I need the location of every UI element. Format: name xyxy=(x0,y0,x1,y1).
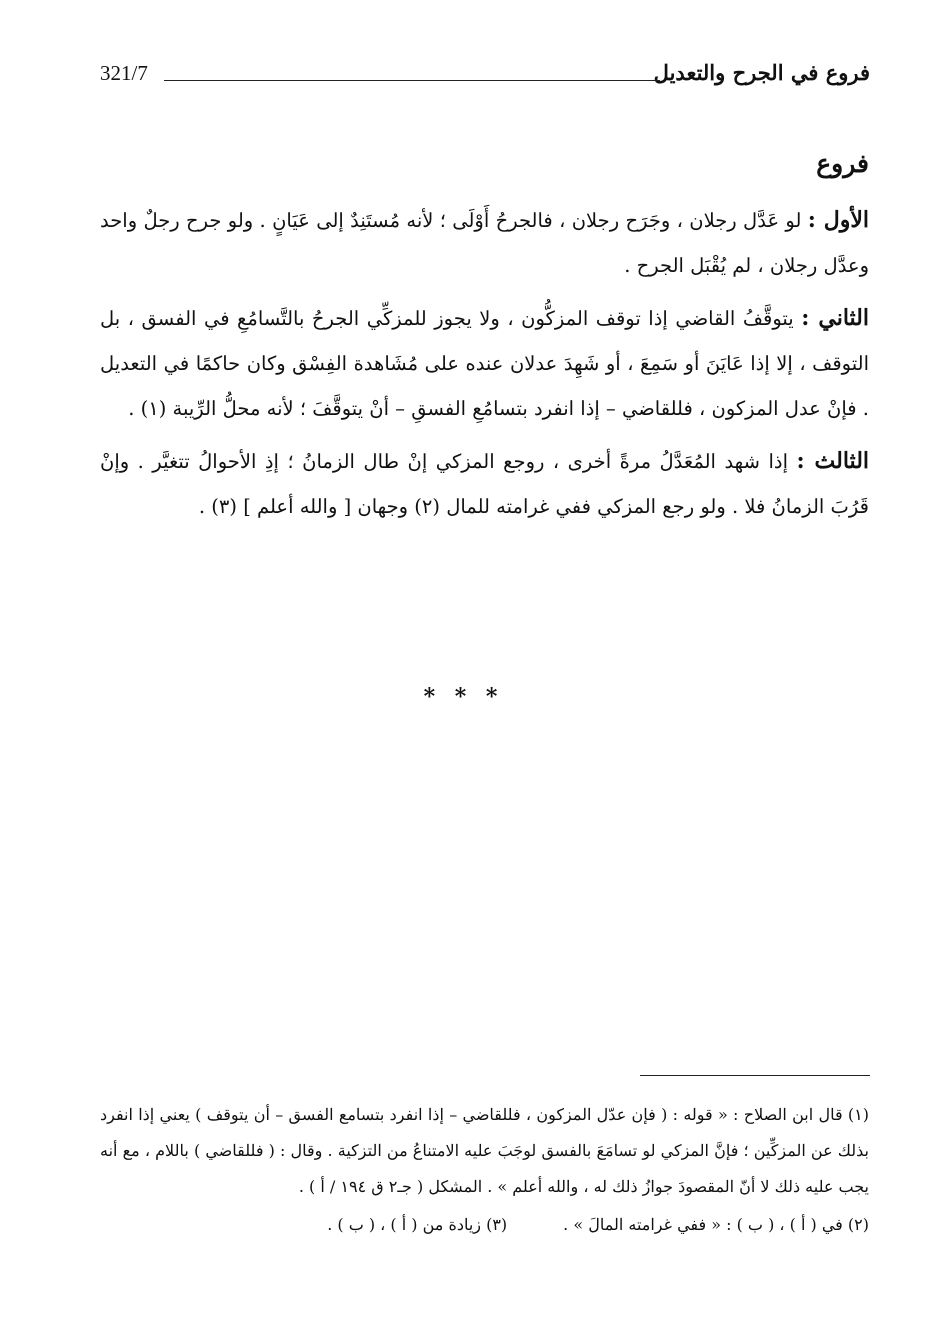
footnote-3: (٣) زيادة من ( أ ) ، ( ب ) . xyxy=(327,1215,508,1234)
footnote-row xyxy=(100,1207,869,1243)
page-number: 321/7 xyxy=(100,61,148,85)
running-header xyxy=(100,58,870,92)
paragraph-lead: الأول : xyxy=(807,207,869,233)
paragraph-lead: الثاني : xyxy=(801,305,869,331)
footnote-2: (٢) في ( أ ) ، ( ب ) : « ففي غرامته المالَ » . xyxy=(563,1215,869,1234)
footnotes xyxy=(100,1097,869,1243)
footnote-1: (١) قال ابن الصلاح : « قوله : ( فإن عدّل المزكون ، فللقاضي – إذا انفرد بتسامع الفسق – أن يتوقف ) يعني إذا انفرد بذلك عن المزكِّين ؛ فإنَّ المزكي لو تسامَعَ بالفسق لوجَبَ عليه الامتناعُ من التزكية . وقال : ( فللقاضي ) باللام ، مع أنه يجب عليه ذلك لا أنّ المقصودَ جوازُ ذلك له ، والله أعلم » . المشكل ( جـ٢ ق ١٩٤ / أ ) . xyxy=(100,1105,870,1196)
paragraph-text: إذا شهد المُعَدَّلُ مرةً أخرى ، روجع المزكي إنْ طال الزمانُ ؛ إذِ الأحوالُ تتغيَّر . وإنْ قَرُبَ الزمانُ فلا . ولو رجع المزكي ففي غرامته للمال (٢) وجهان [ والله أعلم ] (٣) . xyxy=(100,450,869,518)
paragraph-first xyxy=(100,198,869,288)
section-separator: * * * xyxy=(423,684,504,710)
main-text xyxy=(100,198,869,537)
paragraph-text: لو عَدَّل رجلان ، وجَرَح رجلان ، فالجرحُ أَوْلَى ؛ لأنه مُستَنِدٌ إلى عَيَانٍ . ولو جرح رجلٌ واحد وعدَّل رجلان ، لم يُقْبَل الجرح . xyxy=(100,209,869,277)
running-title: فروع في الجرح والتعديل xyxy=(653,60,870,85)
section-title: فروع xyxy=(816,149,869,178)
header-rule xyxy=(164,80,660,81)
paragraph-second xyxy=(100,296,869,431)
footnote-rule xyxy=(640,1075,870,1076)
paragraph-lead: الثالث : xyxy=(796,448,870,474)
paragraph-text: يتوقَّفُ القاضي إذا توقف المزكُّون ، ولا يجوز للمزكِّي الجرحُ بالتَّسامُعِ في الفسق ، بل التوقف ، إلا إذا عَايَنَ أو سَمِعَ ، أو شَهِدَ عدلان عنده على مُشَاهدة الفِسْق وكان حاكمًا في التعديل . فإنْ عدل المزكون ، فللقاضي – إذا انفرد بتسامُعِ الفسقِ – أنْ يتوقَّفَ ؛ لأنه محلُّ الرِّيبة (١) . xyxy=(100,307,869,420)
paragraph-third xyxy=(100,439,869,529)
